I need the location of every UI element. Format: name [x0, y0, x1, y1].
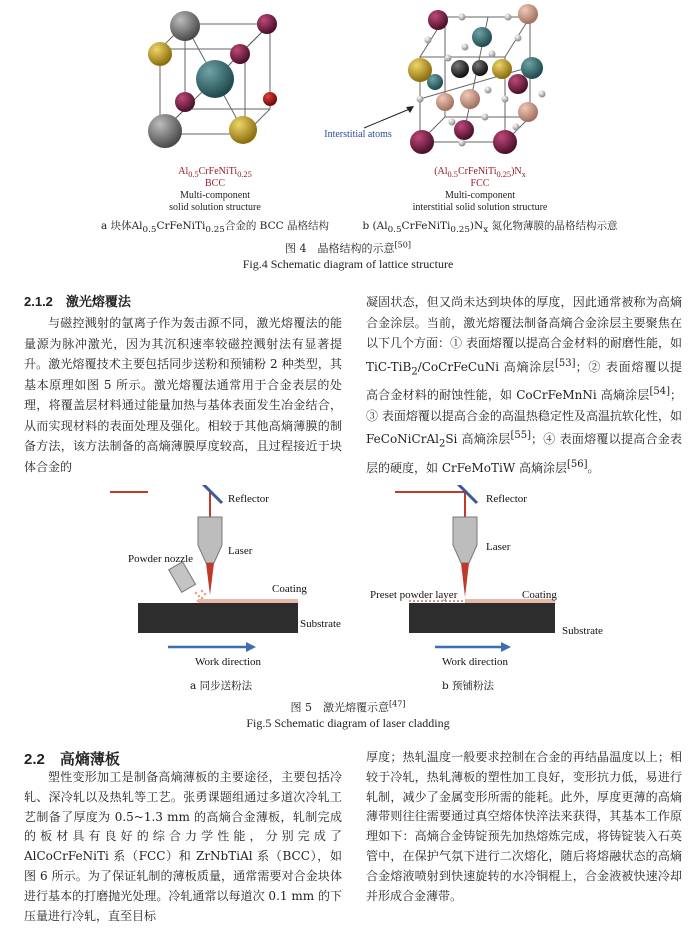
- left-nozzle-label: Powder nozzle: [128, 553, 194, 565]
- left-laser-label: Laser: [228, 545, 253, 557]
- section-212-col-left: [24, 313, 342, 477]
- fcc-alloy-name: $(Al_{0.5}CrFeNiTi_{0.25})N_x$: [434, 166, 526, 179]
- fig5-title-en: Fig.5 Schematic diagram of laser cladding: [246, 716, 450, 730]
- synchronous-powder-feeding-diagram: [110, 485, 360, 670]
- section-22-col-left: [24, 768, 342, 926]
- section-22-heading: 2.2 高熵薄板: [24, 751, 120, 768]
- bcc-desc-line1: Multi-component: [180, 190, 250, 201]
- figure-5: [0, 485, 696, 735]
- fig5-subcaption-a: a 同步送粉法: [190, 680, 253, 692]
- bcc-lattice-diagram: [130, 4, 300, 154]
- section-212-heading: 2.1.2 激光熔覆法: [24, 294, 131, 309]
- section-22-paragraph-2: 厚度；热轧温度一般要求控制在合金的再结晶温度以上；相较于冷轧，热轧薄板的塑性加工良好，变形抗力低，易进行轧制，减少了金属变形所需的能耗。此外，厚度更薄的高熵薄带则往往需要通过真空熔体快淬法来获得，其基本工作原理如下：高熵合金铸锭预先加热熔炼完成，将铸锭装入石英管中，在保护气氛下进行二次熔化，随后将熔融状态的高熵合金熔液喷射到快速旋转的水冷铜棍上，合金液被快速冷却并形成合金薄带。: [366, 750, 682, 903]
- left-substrate-label: Substrate: [300, 618, 341, 630]
- interstitial-arrow: [360, 102, 420, 132]
- fig4-title-en: Fig.4 Schematic diagram of lattice structure: [242, 257, 454, 271]
- interstitial-atoms-label: Interstitial atoms: [324, 129, 392, 140]
- section-22-col-right: [366, 748, 682, 906]
- fcc-desc-line1: Multi-component: [445, 190, 515, 201]
- fig4-subcaption-b: b $(Al_{0.5}CrFeNiTi_{0.25})N_x$ 氮化物薄膜的晶格结构示意: [362, 220, 618, 236]
- left-work-direction-label: Work direction: [195, 656, 262, 668]
- bcc-phase-label: BCC: [204, 178, 225, 189]
- left-coating-label: Coating: [272, 583, 307, 595]
- right-preset-powder-label: Preset powder layer: [370, 589, 458, 601]
- right-substrate-label: Substrate: [562, 625, 603, 637]
- section-22-paragraph-1: 塑性变形加工是制备高熵薄板的主要途径，主要包括冷轧、深冷轧以及热轧等工艺。张勇课题组通过多道次冷轧工艺制备了厚度为 0.5~1.3 mm 的高熵合金薄板，轧制完成的板材具有良好的综合力学性能，分别完成了 AlCoCrFeNiTi 系（FCC）和 ZrNbTiAl 系（BCC），如图 6 所示。为了保证轧制的薄板质量，通常需要对合金块体进行基本的打磨抛光处理。冷轧通常以每道次 0.1 mm 的下压量进行冷轧，直至目标: [24, 770, 342, 923]
- right-reflector-label: Reflector: [486, 493, 527, 505]
- section-212-paragraph-1: 与磁控溅射的氩离子作为轰击源不同，激光熔覆法的能量源为脉冲激光，因为其沉积速率较磁控溅射法有显著提升。激光熔覆技术主要包括同步送粉和预铺粉 2 种类型，其基本原理如图 5 所示。激光熔覆法通常用于合金表层的处理，将覆盖层材料通过能量加热与基体表面发生冶金结合，从而实现材料的表面处理及强化。相较于其他高熵薄膜的制备方法，该方法制备的高熵薄膜厚度较高，且过程接近于块体合金的: [24, 316, 342, 474]
- fig5-subcaption-b: b 预铺粉法: [442, 680, 495, 692]
- fig5-title-cn: 图 5 激光熔覆示意[47]: [290, 699, 406, 714]
- fcc-lattice-diagram: [400, 2, 560, 157]
- bcc-desc-line2: solid solution structure: [169, 202, 261, 213]
- fig4-subcaption-a: a 块体$Al_{0.5}CrFeNiTi_{0.25}$合金的 BCC 晶格结构: [101, 220, 329, 236]
- left-reflector-label: Reflector: [228, 493, 269, 505]
- section-212-col-right: [366, 292, 682, 479]
- preset-powder-diagram: [395, 485, 605, 670]
- fcc-phase-label: FCC: [470, 178, 490, 189]
- fig4-title-cn: 图 4 晶格结构的示意[50]: [285, 240, 411, 255]
- right-laser-label: Laser: [486, 541, 511, 553]
- bcc-alloy-name: $Al_{0.5}CrFeNiTi_{0.25}$: [178, 166, 252, 179]
- figure-4: [0, 0, 696, 275]
- right-coating-label: Coating: [522, 589, 557, 601]
- fcc-desc-line2: interstitial solid solution structure: [412, 202, 548, 213]
- right-work-direction-label: Work direction: [442, 656, 509, 668]
- section-212-paragraph-2: 凝固状态，但又尚未达到块体的厚度，因此通常被称为高熵合金涂层。当前，激光熔覆法制备高熵合金涂层主要聚焦在以下几个方面：① 表面熔覆以提高合金材料的耐磨性能，如 TiC-TiB$_2$/CoCrFeCuNi 高熵涂层[53]；② 表面熔覆以提高合金材料的耐蚀性能，如 CoCrFeMnNi 高熵涂层[54]；③ 表面熔覆以提高合金的高温热稳定性及高温抗软化性，如 FeCoNiCrAl$_2$Si 高熵涂层[55]；④ 表面熔覆以提高合金表层的硬度，如 CrFeMoTiW 高熵涂层[56]。: [366, 295, 682, 476]
